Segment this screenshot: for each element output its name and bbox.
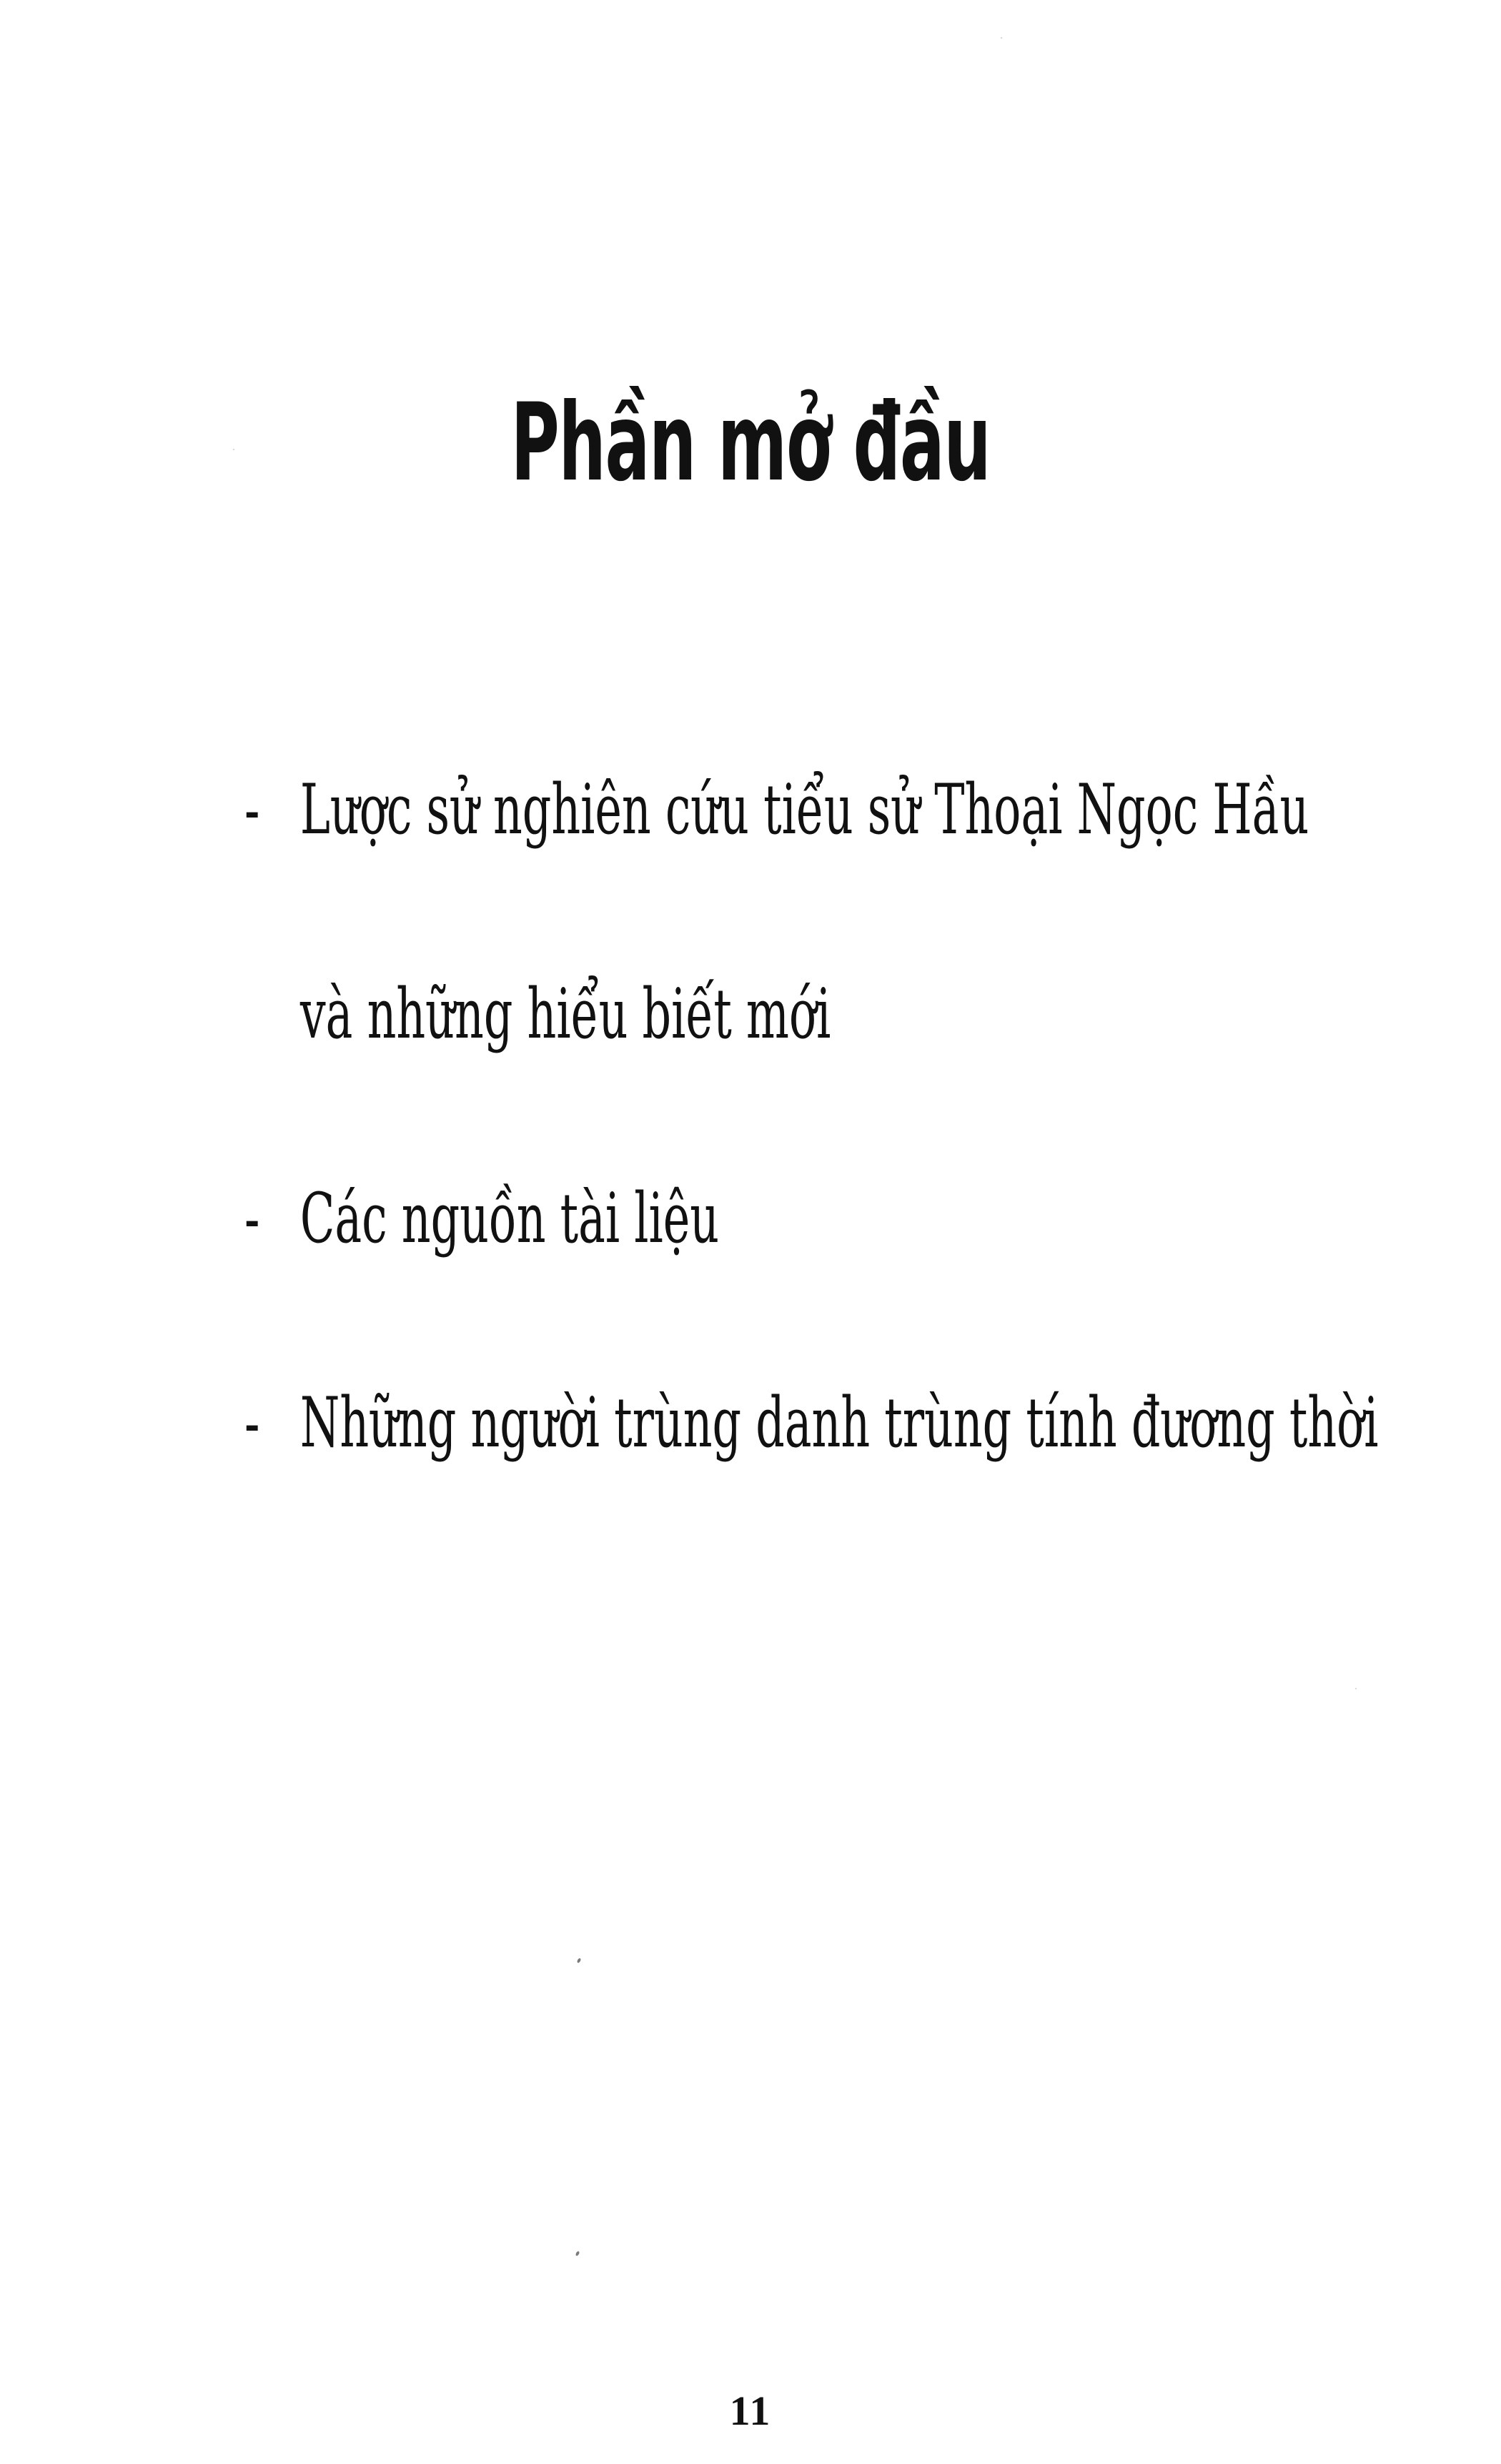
scan-speck [575, 2250, 580, 2256]
scan-speck [1001, 37, 1002, 39]
list-item-text: Các nguồn tài liệu [299, 1178, 720, 1258]
list-item [244, 770, 1309, 850]
list-dash: - [244, 1178, 260, 1258]
list-item-text: Những người trùng danh trùng tính đương thời [299, 1383, 1379, 1463]
page-number: 11 [729, 2388, 772, 2434]
list-item [244, 1383, 1379, 1463]
contents-list [244, 770, 1460, 1463]
list-item-text: Lược sử nghiên cứu tiểu sử Thoại Ngọc Hầu [299, 770, 1309, 850]
list-dash: - [244, 1383, 260, 1463]
list-item-continuation [244, 974, 1046, 1054]
section-title: Phần mở đầu [510, 381, 991, 505]
scan-speck [1355, 1688, 1357, 1689]
list-item [244, 1178, 1046, 1258]
scan-speck [233, 449, 234, 450]
list-item-text: và những hiểu biết mới [299, 974, 831, 1054]
scan-speck [577, 1957, 582, 1963]
list-dash: - [244, 770, 260, 850]
